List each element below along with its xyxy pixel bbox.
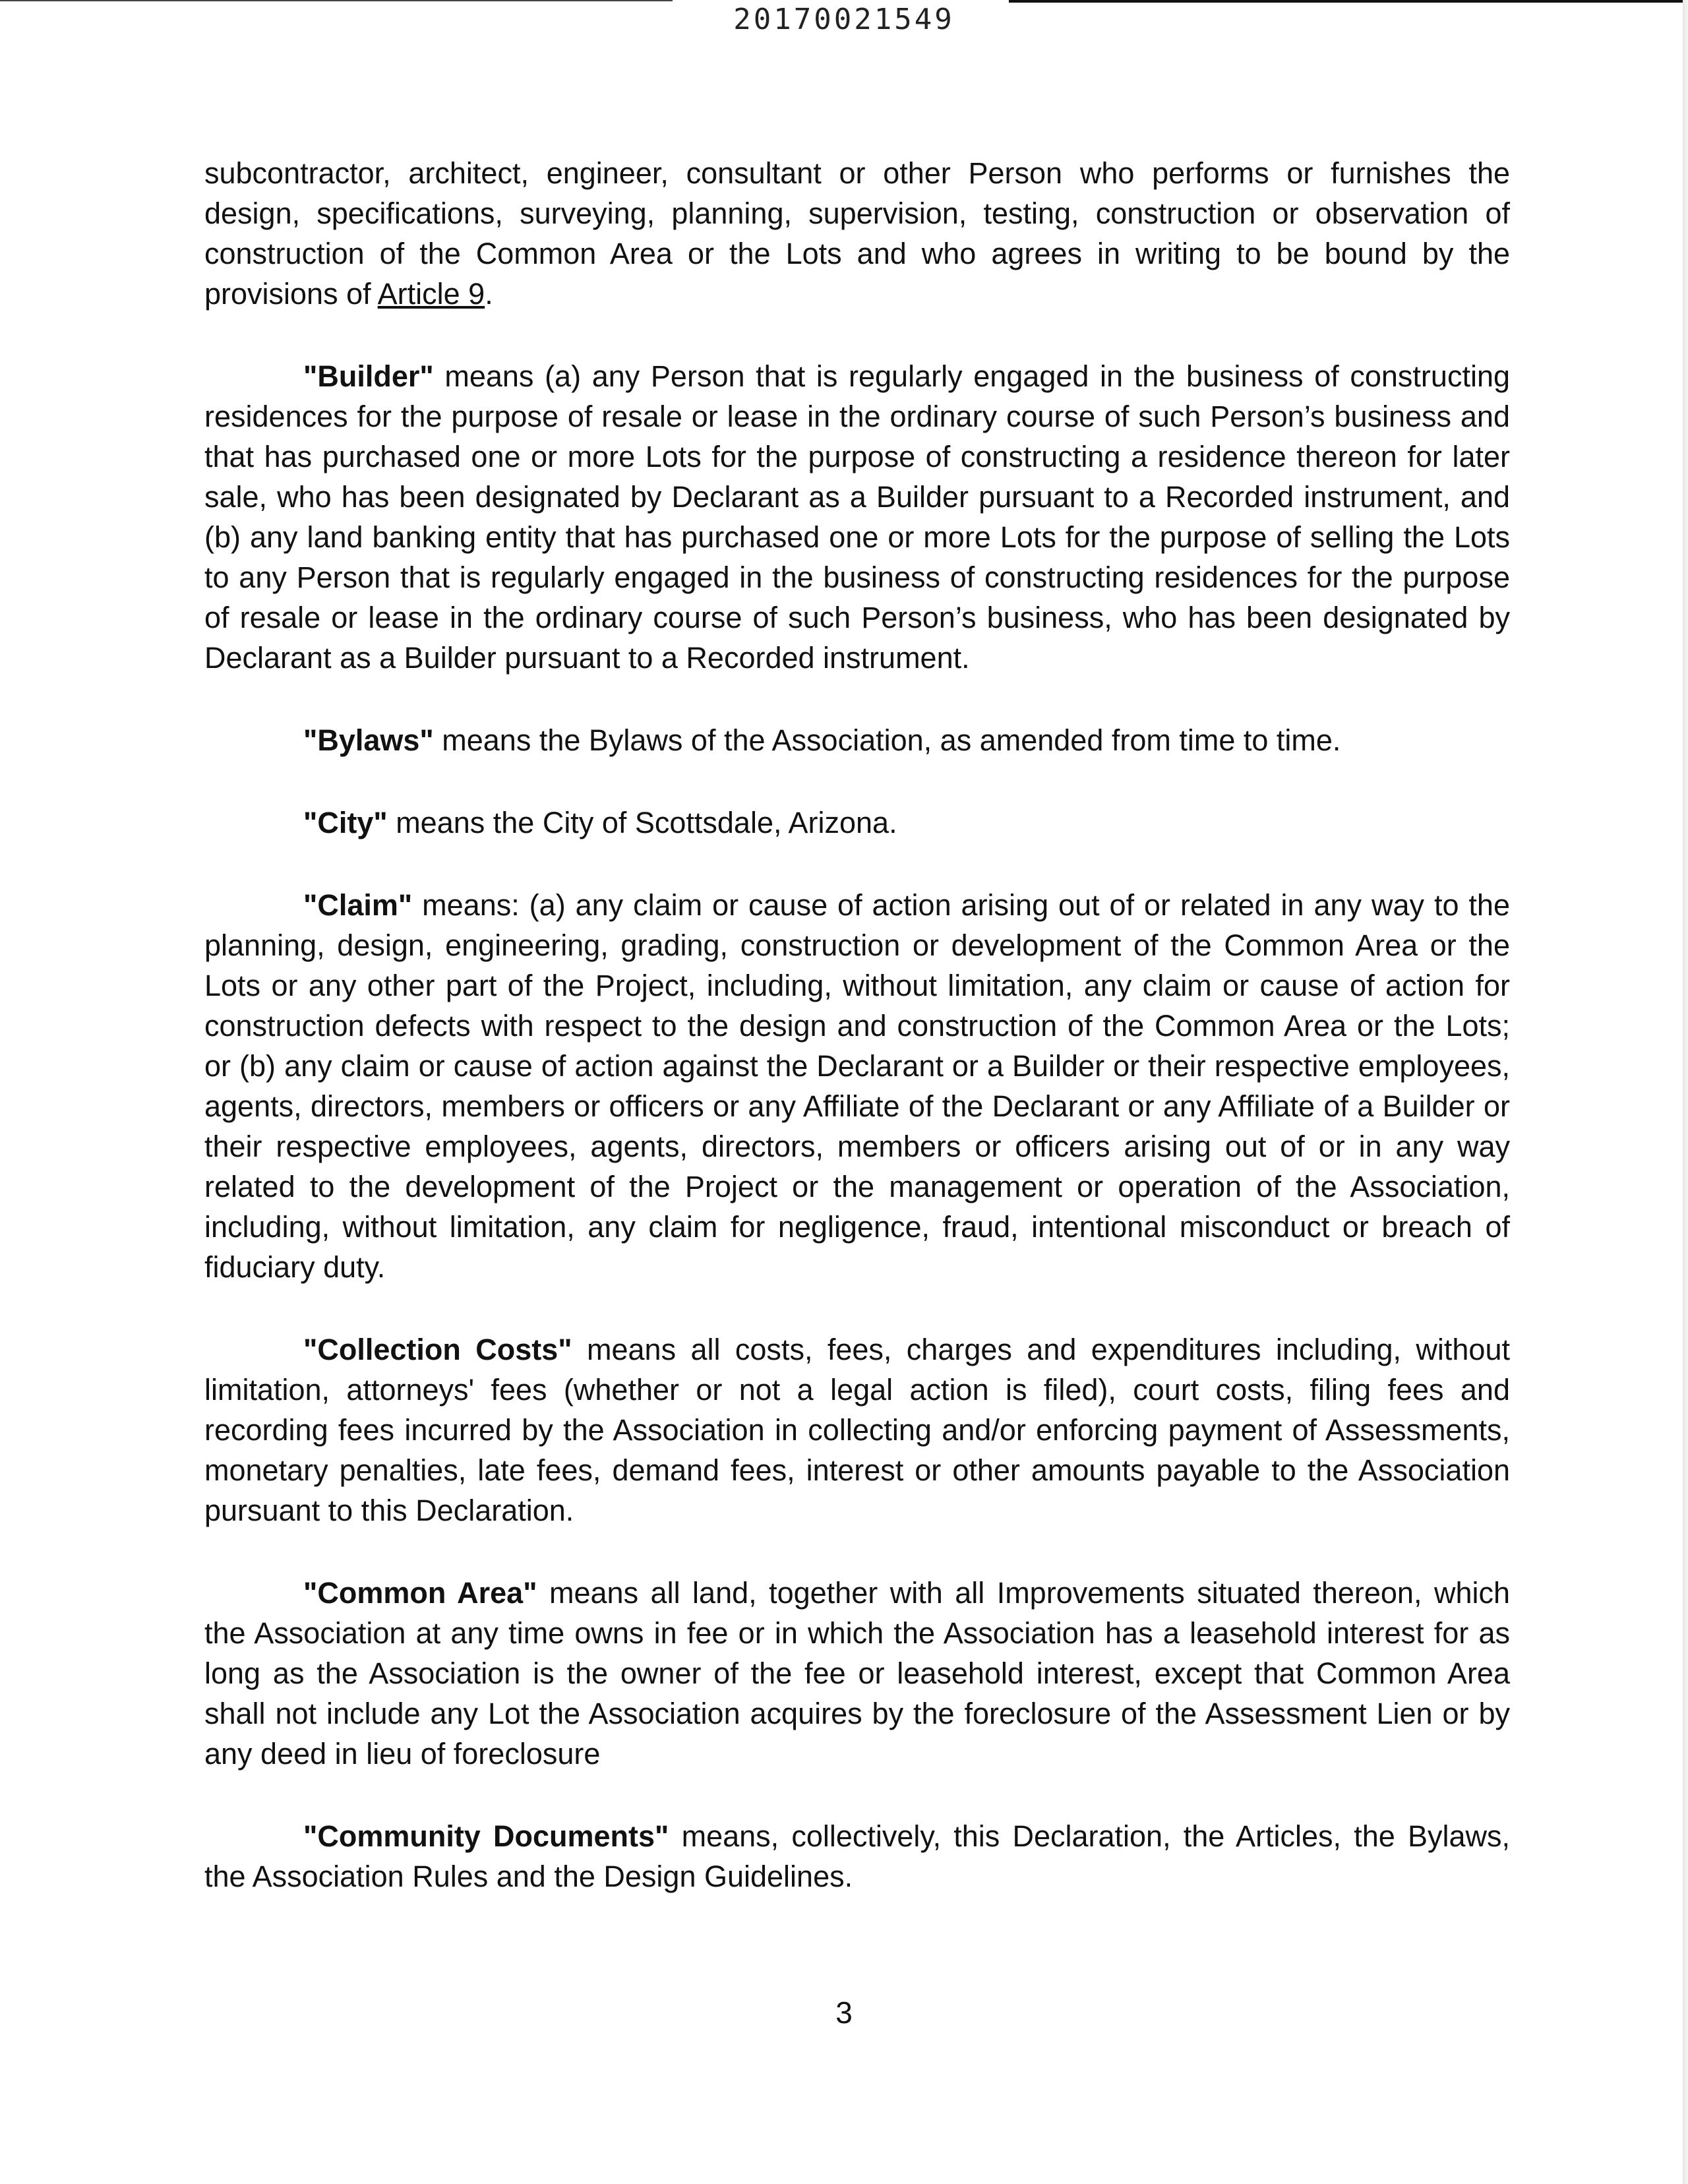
page-number: 3 <box>835 1995 853 2030</box>
definition-text: means the City of Scottsdale, Arizona. <box>387 806 897 839</box>
defined-term: "Collection Costs" <box>303 1333 572 1366</box>
header-rule-left <box>0 0 673 1</box>
definition-city <box>204 803 1510 843</box>
definition-common-area <box>204 1573 1510 1774</box>
definition-text: means (a) any Person that is regularly engaged in the business of constructing residences for the purpose of resale or lease in the ordinary course of such Person’s business and that has purchased one or more Lots for the purpose of constructing a residence thereon for later sale, who has been designated by Declarant as a Builder pursuant to a Recorded instrument, and (b) any land banking entity that has purchased one or more Lots for the purpose of selling the Lots to any Person that is regularly engaged in the business of constructing residences for the purpose of resale or lease in the ordinary course of such Person’s business, who has been designated by Declarant as a Builder pursuant to a Recorded instrument. <box>204 359 1510 675</box>
definition-collection-costs <box>204 1329 1510 1531</box>
paragraph-continuation <box>204 153 1510 314</box>
definition-claim <box>204 885 1510 1287</box>
paragraph-text: subcontractor, architect, engineer, consultant or other Person who performs or furnishes the design, specifications, surveying, planning, supervision, testing, construction or observation of construction of the Common Area or the Lots and who agrees in writing to be bound by the provisions of <box>204 156 1510 311</box>
definition-community-documents <box>204 1816 1510 1896</box>
defined-term: "Builder" <box>303 359 434 393</box>
definition-text: means, collectively, this Declaration, the Articles, the Bylaws, the Association Rules and the Design Guidelines. <box>204 1819 1510 1893</box>
definition-bylaws <box>204 720 1510 760</box>
defined-term: "Claim" <box>303 888 413 922</box>
definition-builder <box>204 356 1510 678</box>
definition-text: means all costs, fees, charges and expenditures including, without limitation, attorneys' fees (whether or not a legal action is filed), court costs, filing fees and recording fees incurred by the Association in collecting and/or enforcing payment of Assessments, monetary penalties, late fees, demand fees, interest or other amounts payable to the Association pursuant to this Declaration. <box>204 1333 1510 1527</box>
document-body <box>204 153 1510 1896</box>
scan-edge <box>1683 0 1688 2184</box>
defined-term: "Community Documents" <box>303 1819 669 1853</box>
definition-text: means: (a) any claim or cause of action arising out of or related in any way to the planning, design, engineering, grading, construction or development of the Common Area or the Lots or any other part of the Project, including, without limitation, any claim or cause of action for construction defects with respect to the design and construction of the Common Area or the Lots; or (b) any claim or cause of action against the Declarant or a Builder or their respective employees, agents, directors, members or officers or any Affiliate of the Declarant or any Affiliate of a Builder or their respective employees, agents, directors, members or officers arising out of or in any way related to the development of the Project or the management or operation of the Association, including, without limitation, any claim for negligence, fraud, intentional misconduct or breach of fiduciary duty. <box>204 888 1510 1284</box>
definition-text: means the Bylaws of the Association, as amended from time to time. <box>433 723 1341 757</box>
paragraph-text-end: . <box>485 277 493 311</box>
article-9-reference: Article 9 <box>377 277 485 311</box>
defined-term: "Bylaws" <box>303 723 434 757</box>
defined-term: "City" <box>303 806 388 839</box>
recording-number: 20170021549 <box>733 3 955 36</box>
defined-term: "Common Area" <box>303 1576 537 1610</box>
definition-text: means all land, together with all Improvements situated thereon, which the Association at any time owns in fee or in which the Association has a leasehold interest for as long as the Association is the owner of the fee or leasehold interest, except that Common Area shall not include any Lot the Association acquires by the foreclosure of the Assessment Lien or by any deed in lieu of foreclosure <box>204 1576 1510 1771</box>
